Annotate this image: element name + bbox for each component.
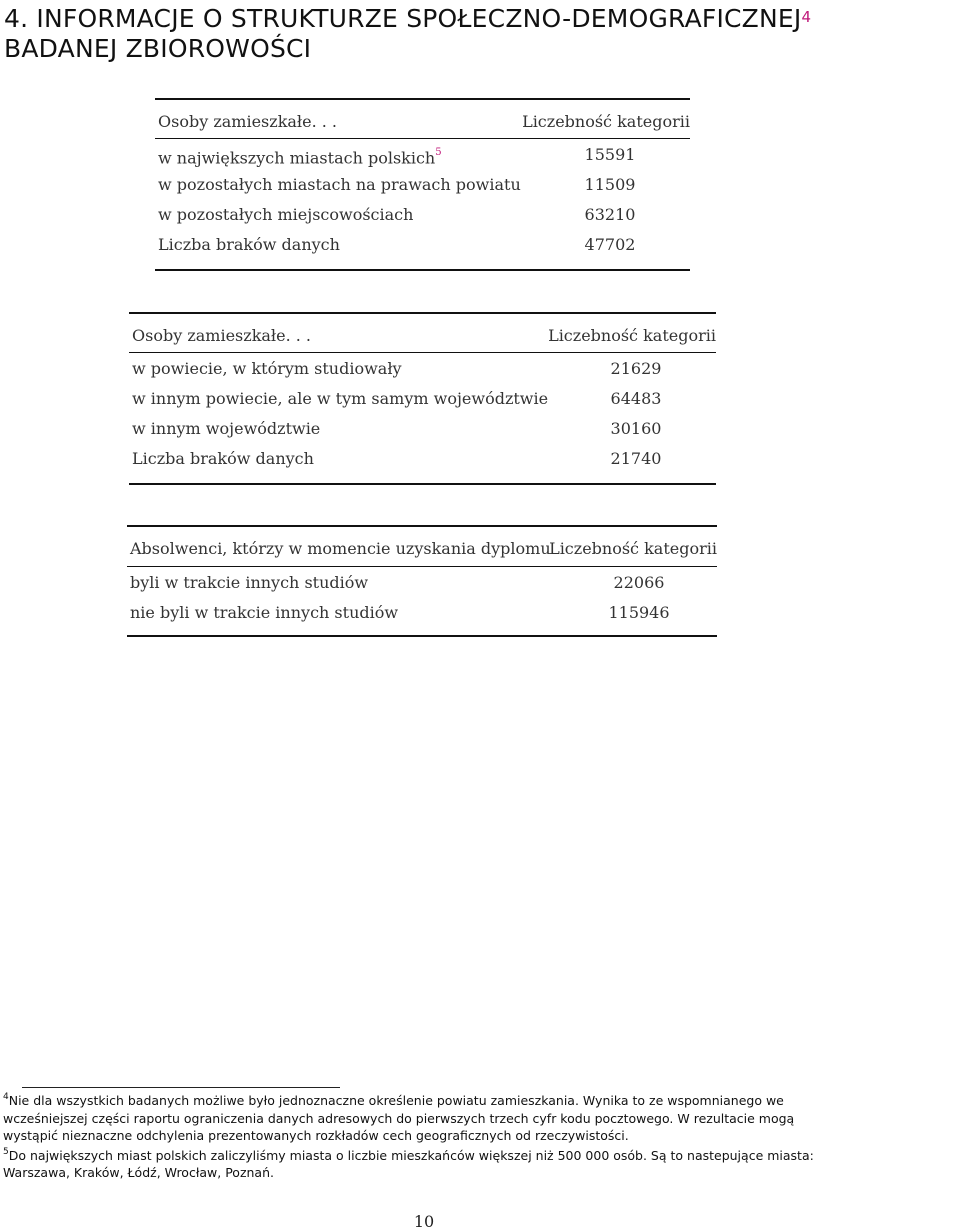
table-row xyxy=(129,384,716,414)
table-header-label: Osoby zamieszkałe. . . xyxy=(158,112,338,131)
row-label: nie byli w trakcie innych studiów xyxy=(130,603,399,622)
row-label: w pozostałych miastach na prawach powiatu xyxy=(158,175,521,194)
row-label: Liczba braków danych xyxy=(158,235,340,254)
table-row xyxy=(155,230,690,260)
table-other-studies xyxy=(127,525,717,637)
table-row xyxy=(127,598,717,628)
section-heading-line1: 4. INFORMACJE O STRUKTURZE SPOŁECZNO-DEMOGRAFICZNEJ xyxy=(4,4,802,33)
row-label: w pozostałych miejscowościach xyxy=(158,205,414,224)
table-row xyxy=(155,170,690,200)
row-value: 21629 xyxy=(610,359,662,378)
footnote-number: 5 xyxy=(3,1146,9,1157)
table-row xyxy=(155,140,690,170)
footnote-text: Nie dla wszystkich badanych możliwe było jednoznaczne określenie powiatu zamieszkania. Wynika to ze wspomnianego we wcześniejszej części raportu ograniczenia danych adresowych do pierwszych trzech cyfr kodu pocztowego. W rezultacie mogą wystąpić nieznaczne odchylenia prezentowanych rozkładów cech geograficznych od rzeczywistości. xyxy=(3,1093,795,1144)
row-value: 64483 xyxy=(610,389,662,408)
footnote-divider xyxy=(22,1087,340,1088)
footnote-ref-4: 4 xyxy=(801,8,812,26)
row-label: w powiecie, w którym studiowały xyxy=(132,359,402,378)
table-header-row xyxy=(127,531,717,567)
table-row xyxy=(129,354,716,384)
table-header-row xyxy=(129,319,716,353)
row-value: 47702 xyxy=(584,235,636,254)
row-label: w innym powiecie, ale w tym samym województwie xyxy=(132,389,549,408)
row-value: 63210 xyxy=(584,205,636,224)
table-header-label: Absolwenci, którzy w momencie uzyskania dyplomu xyxy=(130,539,551,558)
table-row xyxy=(155,200,690,230)
table-residence-relative-to-study xyxy=(129,312,716,485)
table-row xyxy=(129,444,716,474)
footnote-number: 4 xyxy=(3,1092,9,1102)
table-header-value: Liczebność kategorii xyxy=(522,112,690,131)
section-heading xyxy=(4,4,811,64)
row-label: w największych miastach polskich xyxy=(158,148,436,168)
row-label: byli w trakcie innych studiów xyxy=(130,573,369,592)
page-number: 10 xyxy=(413,1212,435,1231)
row-value: 22066 xyxy=(613,573,665,592)
row-label: w innym województwie xyxy=(132,419,321,438)
footnotes xyxy=(3,1090,853,1182)
table-row xyxy=(127,568,717,598)
footnote-4 xyxy=(3,1090,853,1145)
footnote-text: Do największych miast polskich zaliczyliśmy miasta o liczbie mieszkańców większej niż 500 000 osób. Są to nastepujące miasta: Warszawa, Kraków, Łódź, Wrocław, Poznań. xyxy=(3,1147,814,1181)
table-header-value: Liczebność kategorii xyxy=(549,539,717,558)
row-value: 30160 xyxy=(610,419,662,438)
table-header-label: Osoby zamieszkałe. . . xyxy=(132,326,312,345)
row-value: 11509 xyxy=(584,175,636,194)
row-value: 21740 xyxy=(610,449,662,468)
row-label: Liczba braków danych xyxy=(132,449,314,468)
table-header-value: Liczebność kategorii xyxy=(548,326,716,345)
footnote-ref-5: 5 xyxy=(435,147,442,158)
section-heading-line2: BADANEJ ZBIOROWOŚCI xyxy=(4,34,312,63)
row-value: 115946 xyxy=(608,603,670,622)
table-header-row xyxy=(155,105,690,139)
table-residence-city-type xyxy=(155,98,690,271)
table-row xyxy=(129,414,716,444)
row-value: 15591 xyxy=(584,145,636,164)
footnote-5 xyxy=(3,1145,853,1182)
